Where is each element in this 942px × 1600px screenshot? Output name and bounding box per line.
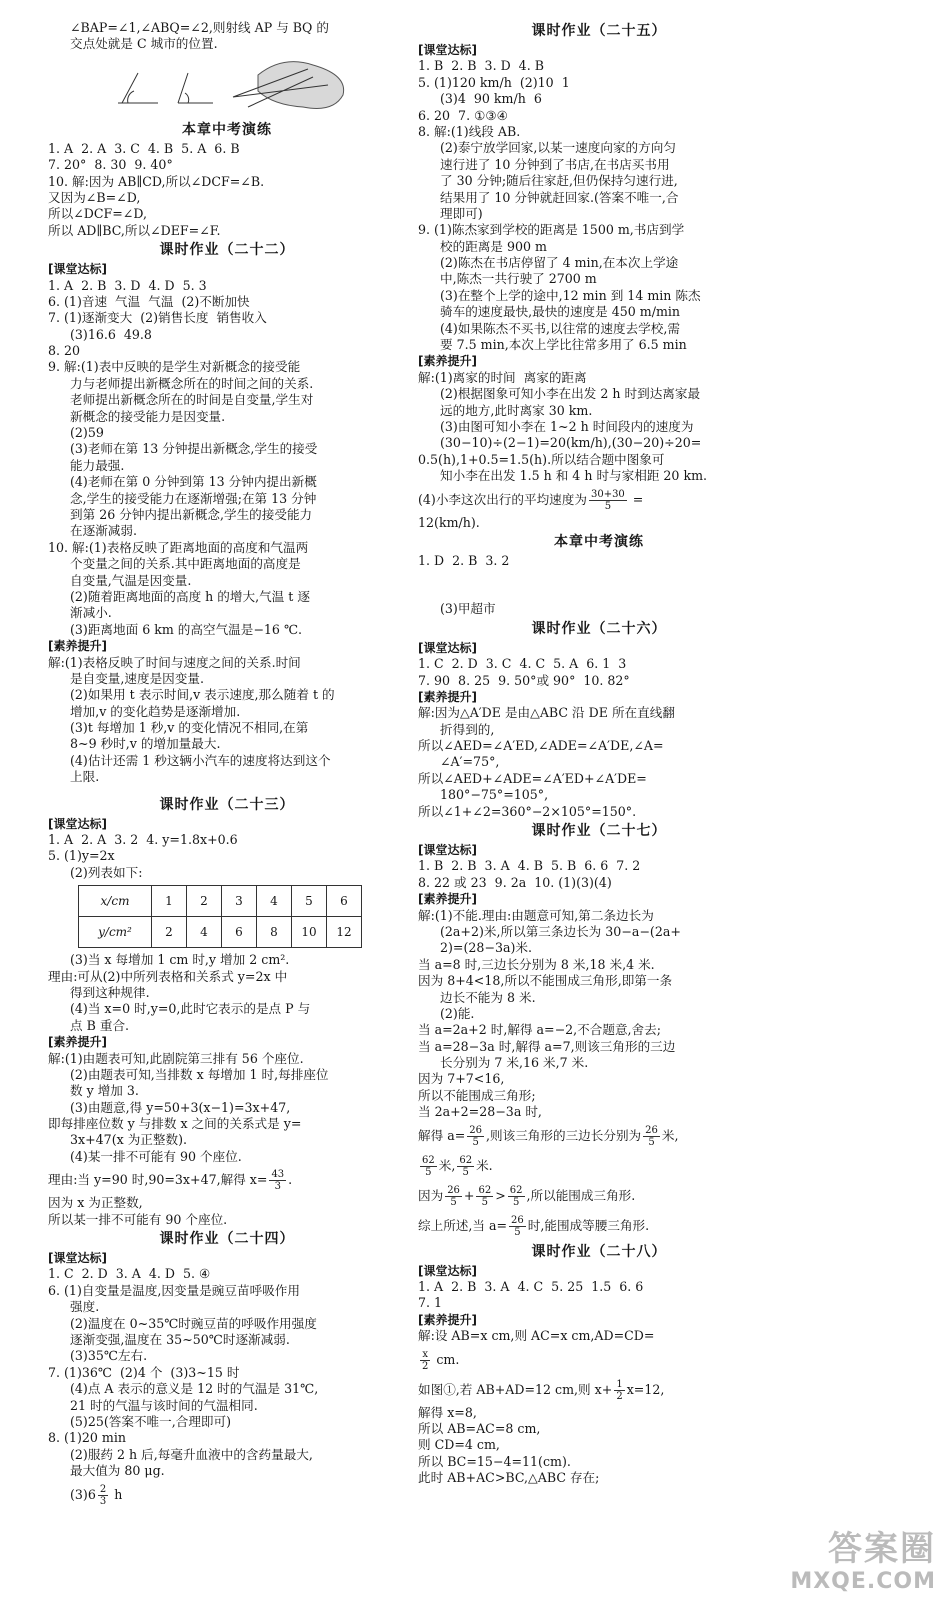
answer-line: 所以 BC=15−4=11(cm). bbox=[418, 1453, 571, 1469]
answer-line: 1. A 2. A 3. C 4. B 5. A 6. B bbox=[48, 140, 240, 156]
answer-line: 边长不能为 8 米. bbox=[440, 989, 536, 1005]
answer-line: 1. C 2. D 3. C 4. C 5. A 6. 1 3 bbox=[418, 656, 627, 672]
answer-line: 当 a=8 时,三边长分别为 8 米,18 米,4 米. bbox=[418, 956, 655, 972]
text: cm. bbox=[432, 1351, 460, 1367]
answer-line: 2)=(28−3a)米. bbox=[440, 940, 532, 956]
answer-line: 所以∠AED=∠A′ED,∠ADE=∠A′DE,∠A= bbox=[418, 738, 664, 754]
answer-line: (5)25(答案不唯一,合理即可) bbox=[70, 1413, 232, 1429]
watermark-url: MXQE.COM bbox=[790, 1569, 936, 1594]
answer-line: (3)距离地面 6 km 的高空气温是−16 ℃. bbox=[70, 621, 303, 637]
answer-line: 解:设 AB=x cm,则 AC=x cm,AD=CD= bbox=[418, 1328, 655, 1344]
table-cell: 6 bbox=[327, 886, 362, 917]
denominator: 5 bbox=[472, 1136, 479, 1148]
answer-line: (3)4 90 km/h 6 bbox=[440, 91, 542, 107]
label-improve: [素养提升] bbox=[418, 689, 477, 704]
text: 如图①,若 AB+AD=12 cm,则 x+ bbox=[418, 1381, 613, 1397]
answer-line: 解:因为△A′DE 是由△ABC 沿 DE 所在直线翻 bbox=[418, 705, 675, 721]
table-cell: 1 bbox=[152, 886, 187, 917]
numerator: 1 bbox=[616, 1378, 623, 1390]
table-cell: 2 bbox=[187, 886, 222, 917]
denominator: 5 bbox=[462, 1166, 469, 1178]
denominator: 2 bbox=[422, 1360, 429, 1372]
denominator: 5 bbox=[514, 1226, 521, 1238]
answer-line: 6. (1)自变量是温度,因变量是豌豆苗呼吸作用 bbox=[48, 1282, 300, 1298]
answer-line: 是自变量,速度是因变量. bbox=[70, 670, 204, 686]
answer-block bbox=[48, 278, 406, 639]
text: 理由:当 y=90 时,90=3x+47,解得 x= bbox=[48, 1172, 268, 1188]
answer-line: 校的距离是 900 m bbox=[440, 238, 547, 254]
answer-line bbox=[418, 1121, 780, 1151]
answer-line: 长分别为 7 米,16 米,7 米. bbox=[440, 1055, 589, 1071]
answer-line: 当 a=28−3a 时,解得 a=7,则该三角形的三边 bbox=[418, 1038, 676, 1054]
fraction bbox=[445, 1185, 462, 1208]
denominator: 2 bbox=[616, 1390, 623, 1402]
numerator: x bbox=[420, 1349, 430, 1361]
answer-line: 老师提出新概念所在的时间是自变量,学生对 bbox=[70, 392, 314, 408]
answer-line: 所以 AD∥BC,所以∠DEF=∠F. bbox=[48, 222, 221, 238]
answer-line: (3)当 x 每增加 1 cm 时,y 增加 2 cm². bbox=[70, 952, 290, 968]
xy-table bbox=[78, 885, 362, 948]
answer-line: 7. 20° 8. 30 9. 40° bbox=[48, 157, 173, 173]
table-cell: 8 bbox=[257, 917, 292, 948]
section-title-hw26: 课时作业（二十六） bbox=[531, 620, 667, 637]
answer-line: 到第 26 分钟内提出新概念,学生的接受能力 bbox=[70, 506, 313, 522]
numerator: 62 bbox=[509, 1184, 523, 1196]
denominator: 5 bbox=[481, 1196, 489, 1208]
answer-line: (2)温度在 0~35℃时豌豆苗的呼吸作用强度 bbox=[70, 1315, 317, 1331]
answer-line: (2)服药 2 h 后,每毫升血液中的含药量最大, bbox=[70, 1446, 313, 1462]
answer-block bbox=[418, 858, 780, 891]
table-cell: 10 bbox=[292, 917, 327, 948]
answer-line: 3x+47(x 为正整数). bbox=[70, 1132, 188, 1148]
answer-line: (2)如果用 t 表示时间,v 表示速度,那么随着 t 的 bbox=[70, 687, 335, 703]
denominator: 3 bbox=[274, 1181, 281, 1193]
answer-line: 增加,v 的变化趋势是逐渐增加. bbox=[70, 703, 241, 719]
answer-line: 1. D 2. B 3. 2 bbox=[418, 552, 510, 568]
answer-line: 8. 22 或 23 9. 2a 10. (1)(3)(4) bbox=[418, 874, 612, 890]
answer-line: 此时 AB+AC>BC,△ABC 存在; bbox=[418, 1470, 600, 1486]
fraction bbox=[643, 1125, 660, 1148]
answer-line: (3)老师在第 13 分钟提出新概念,学生的接受 bbox=[70, 441, 318, 457]
sketch-figures bbox=[108, 55, 368, 113]
answer-block bbox=[48, 141, 406, 239]
table-cell: 5 bbox=[292, 886, 327, 917]
answer-line: 所以 AB=AC=8 cm, bbox=[418, 1421, 541, 1436]
answer-line: (3)甲超市 bbox=[440, 601, 496, 617]
text: 因为 bbox=[418, 1187, 444, 1203]
answer-block bbox=[48, 1195, 406, 1228]
answer-block bbox=[418, 601, 780, 617]
answer-line: 5. (1)120 km/h (2)10 1 bbox=[418, 74, 570, 90]
answer-line: (4)如果陈杰不买书,以往常的速度去学校,需 bbox=[440, 320, 680, 336]
fraction bbox=[589, 489, 627, 512]
label-classroom: [课堂达标] bbox=[48, 1251, 107, 1266]
table-cell: 3 bbox=[222, 886, 257, 917]
answer-line: 数 y 增加 3. bbox=[70, 1083, 139, 1099]
fraction bbox=[420, 1155, 437, 1178]
left-column bbox=[48, 20, 406, 1510]
text: ,所以能围成三角形. bbox=[526, 1187, 636, 1203]
answer-line: 因为 x 为正整数, bbox=[48, 1195, 143, 1211]
answer-line: 念,学生的接受能力在逐渐增强;在第 13 分钟 bbox=[70, 490, 317, 506]
answer-block bbox=[48, 20, 406, 53]
table-cell: 4 bbox=[257, 886, 292, 917]
watermark-logo bbox=[790, 1529, 936, 1594]
answer-line: 得到这种规律. bbox=[70, 984, 150, 1000]
answer-line bbox=[418, 1151, 780, 1181]
right-column bbox=[418, 20, 780, 1487]
table-cell: 12 bbox=[327, 917, 362, 948]
answer-line: 8. 20 bbox=[48, 343, 81, 359]
label-improve: [素养提升] bbox=[418, 1312, 477, 1327]
answer-line: 180°−75°=105°, bbox=[440, 787, 549, 803]
answer-line: 中,陈杰一共行驶了 2700 m bbox=[440, 271, 597, 287]
text: x=12, bbox=[626, 1381, 665, 1397]
answer-line: 逐渐变强,温度在 35~50℃时逐渐减弱. bbox=[70, 1332, 290, 1347]
answer-block bbox=[48, 1051, 406, 1166]
answer-line: 即每排座位数 y 与排数 x 之间的关系式是 y= bbox=[48, 1116, 302, 1132]
answer-line: 9. (1)陈杰家到学校的距离是 1500 m,书店到学 bbox=[418, 222, 685, 238]
text: 米. bbox=[476, 1157, 493, 1173]
section-title-zhongkao-2: 本章中考演练 bbox=[554, 533, 644, 550]
answer-line: (3)35℃左右. bbox=[70, 1348, 148, 1364]
answer-line: 骑车的速度最快,最快的速度是 450 m/min bbox=[440, 304, 681, 320]
table-row bbox=[79, 917, 362, 948]
text: 米, bbox=[661, 1127, 679, 1143]
answer-line: 折得到的, bbox=[440, 721, 495, 737]
answer-line: 0.5(h),1+0.5=1.5(h).所以结合题中图象可 bbox=[418, 451, 665, 467]
answer-line: 所以不能围成三角形; bbox=[418, 1087, 536, 1103]
answer-line: 9. 解:(1)表中反映的是学生对新概念的接受能 bbox=[48, 359, 301, 375]
answer-line: 所以∠DCF=∠D, bbox=[48, 206, 147, 222]
answer-line: (4)老师在第 0 分钟到第 13 分钟内提出新概 bbox=[70, 474, 317, 490]
geometry-sketch bbox=[48, 55, 406, 115]
label-classroom: [课堂达标] bbox=[418, 640, 477, 655]
answer-block bbox=[418, 705, 780, 820]
label-classroom: [课堂达标] bbox=[418, 843, 477, 858]
answer-line: (3)由题意,得 y=50+3(x−1)=3x+47, bbox=[70, 1099, 291, 1115]
answer-line: (4)某一排不可能有 90 个座位. bbox=[70, 1148, 242, 1164]
answer-line: 在逐渐减弱. bbox=[70, 523, 137, 539]
answer-line: 解:(1)不能.理由:由题意可知,第二条边长为 bbox=[418, 907, 654, 923]
answer-line: (4)当 x=0 时,y=0,此时它表示的是点 P 与 bbox=[70, 1001, 311, 1017]
text: > bbox=[495, 1187, 506, 1203]
section-title-hw24: 课时作业（二十四） bbox=[159, 1231, 295, 1248]
answer-line: 知小李在出发 1.5 h 和 4 h 时与家相距 20 km. bbox=[440, 468, 708, 484]
answer-line: 上限. bbox=[70, 769, 100, 785]
answer-line: 7. 90 8. 25 9. 50°或 90° 10. 82° bbox=[418, 672, 630, 688]
text: 解得 a= bbox=[418, 1127, 466, 1143]
answer-line: 所以某一排不可能有 90 个座位. bbox=[48, 1211, 228, 1227]
answer-line: 6. 20 7. ①③④ bbox=[418, 107, 508, 123]
answer-line: 了 30 分钟;随后往家赶,但仍保持匀速行进, bbox=[440, 173, 678, 189]
answer-line: ∠BAP=∠1,∠ABQ=∠2,则射线 AP 与 BQ 的 bbox=[70, 20, 329, 35]
denominator: 5 bbox=[648, 1136, 655, 1148]
answer-line bbox=[418, 1375, 780, 1405]
fraction bbox=[98, 1484, 108, 1507]
text: (4)小李这次出行的平均速度为 bbox=[418, 491, 587, 507]
answer-line: (2a+2)米,所以第三条边长为 30−a−(2a+ bbox=[440, 923, 681, 939]
answer-line: 5. (1)y=2x bbox=[48, 848, 115, 864]
answer-line: 则 CD=4 cm, bbox=[418, 1437, 500, 1453]
numerator: 26 bbox=[469, 1124, 482, 1136]
answer-line: 交点处就是 C 城市的位置. bbox=[70, 36, 218, 52]
section-title-hw27: 课时作业（二十七） bbox=[531, 823, 667, 840]
answer-line: 结果用了 10 分钟就赶回家.(答案不唯一,合 bbox=[440, 189, 679, 205]
answer-line: 理即可) bbox=[440, 205, 483, 221]
answer-line: 1. C 2. D 3. A 4. D 5. ④ bbox=[48, 1266, 211, 1282]
answer-line: 理由:可从(2)中所列表格和关系式 y=2x 中 bbox=[48, 968, 288, 984]
numerator: 2 bbox=[99, 1483, 107, 1495]
table-cell: 4 bbox=[187, 917, 222, 948]
answer-line: (2)由题表可知,当排数 x 每增加 1 时,每排座位 bbox=[70, 1066, 329, 1082]
answer-block bbox=[48, 1266, 406, 1479]
label-improve: [素养提升] bbox=[418, 354, 477, 369]
answer-line: 8~9 秒时,v 的增加量最大. bbox=[70, 736, 221, 752]
answer-line bbox=[418, 1181, 780, 1211]
denominator: 5 bbox=[425, 1166, 432, 1178]
text: + bbox=[463, 1187, 475, 1203]
answer-line: 强度. bbox=[70, 1299, 100, 1315]
answer-line: 当 2a+2=28−3a 时, bbox=[418, 1104, 542, 1120]
answer-line: 又因为∠B=∠D, bbox=[48, 189, 141, 205]
answer-line: 渐减小. bbox=[70, 605, 112, 621]
answer-line: 8. 解:(1)线段 AB. bbox=[418, 123, 521, 139]
answer-line: (3)在整个上学的途中,12 min 到 14 min 陈杰 bbox=[440, 287, 701, 303]
answer-line: 因为 7+7<16, bbox=[418, 1071, 505, 1087]
answer-line: 点 B 重合. bbox=[70, 1017, 130, 1033]
answer-line: (3)16.6 49.8 bbox=[70, 326, 152, 342]
answer-line: 解:(1)由题表可知,此剧院第三排有 56 个座位. bbox=[48, 1050, 304, 1066]
answer-line: 当 a=2a+2 时,解得 a=−2,不合题意,舍去; bbox=[418, 1022, 661, 1038]
answer-line bbox=[418, 1345, 780, 1375]
answer-line: ∠A′=75°, bbox=[440, 754, 500, 770]
answer-line: (30−10)÷(2−1)=20(km/h),(30−20)÷20= bbox=[440, 435, 702, 451]
text: (3)6 bbox=[70, 1486, 96, 1502]
denominator: 5 bbox=[512, 1196, 520, 1208]
label-classroom: [课堂达标] bbox=[418, 43, 477, 57]
answer-line bbox=[418, 485, 780, 515]
answer-line: (3)t 每增加 1 秒,v 的变化情况不相同,在第 bbox=[70, 720, 309, 736]
answer-line: 能力最强. bbox=[70, 457, 125, 473]
label-classroom: [课堂达标] bbox=[418, 1263, 477, 1278]
answer-line: 所以∠1+∠2=360°−2×105°=150°. bbox=[418, 803, 637, 819]
table-header: y/cm² bbox=[79, 917, 152, 948]
text: 时,能围成等腰三角形. bbox=[527, 1217, 650, 1233]
section-title-hw25: 课时作业（二十五） bbox=[531, 23, 667, 39]
label-improve: [素养提升] bbox=[48, 1035, 107, 1050]
answer-line: (2)陈杰在书店停留了 4 min,在本次上学途 bbox=[440, 255, 679, 271]
text: 综上所述,当 a= bbox=[418, 1217, 508, 1233]
numerator: 26 bbox=[447, 1184, 460, 1196]
answer-line: 1. A 2. B 3. D 4. D 5. 3 bbox=[48, 277, 207, 293]
answer-line: 自变量,气温是因变量. bbox=[70, 572, 192, 588]
denominator: 5 bbox=[604, 500, 612, 512]
answer-line: 解得 x=8, bbox=[418, 1404, 477, 1420]
answer-line bbox=[418, 569, 780, 601]
answer-line: (2)泰宁放学回家,以某一速度向家的方向匀 bbox=[440, 140, 676, 156]
answer-line: (2)能. bbox=[440, 1005, 475, 1021]
fraction bbox=[508, 1185, 525, 1208]
text: = bbox=[628, 491, 644, 507]
answer-line: (4)点 A 表示的意义是 12 时的气温是 31℃, bbox=[70, 1381, 319, 1397]
numerator: 26 bbox=[645, 1124, 658, 1136]
answer-line: 远的地方,此时离家 30 km. bbox=[440, 402, 593, 418]
section-title-hw23: 课时作业（二十三） bbox=[159, 796, 295, 813]
numerator: 43 bbox=[271, 1169, 285, 1181]
answer-line: 1. A 2. A 3. 2 4. y=1.8x+0.6 bbox=[48, 832, 238, 848]
answer-line: 解:(1)离家的时间 离家的距离 bbox=[418, 369, 587, 385]
label-improve: [素养提升] bbox=[418, 892, 477, 907]
answer-block bbox=[48, 952, 406, 1034]
numerator: 62 bbox=[478, 1184, 492, 1196]
fraction bbox=[457, 1155, 474, 1178]
text: h bbox=[110, 1486, 123, 1502]
fraction bbox=[614, 1379, 624, 1402]
answer-line: 解:(1)表格反映了时间与速度之间的关系.时间 bbox=[48, 654, 301, 670]
answer-line: 21 时的气温与该时间的气温相同. bbox=[70, 1397, 258, 1413]
answer-line: (3)由图可知小李在 1~2 h 时间段内的速度为 bbox=[440, 418, 694, 434]
numerator: 62 bbox=[459, 1154, 473, 1166]
answer-line: 新概念的接受能力是因变量. bbox=[70, 408, 226, 424]
answer-line: (2)59 bbox=[70, 425, 104, 441]
answer-block bbox=[418, 1405, 780, 1487]
numerator: 62 bbox=[422, 1154, 435, 1166]
table-header: x/cm bbox=[79, 886, 152, 917]
denominator: 5 bbox=[450, 1196, 457, 1208]
answer-line: 10. 解:因为 AB∥CD,所以∠DCF=∠B. bbox=[48, 173, 265, 189]
answer-block bbox=[418, 58, 780, 353]
fraction bbox=[467, 1125, 484, 1148]
answer-line: 所以∠AED+∠ADE=∠A′ED+∠A′DE= bbox=[418, 770, 647, 786]
answer-block bbox=[48, 832, 406, 881]
answer-line: 7. (1)逐渐变大 (2)销售长度 销售收入 bbox=[48, 310, 267, 326]
answer-line: 7. 1 bbox=[418, 1295, 443, 1311]
answer-line: (2)根据图象可知小李在出发 2 h 时到达离家最 bbox=[440, 386, 701, 402]
section-title-hw28: 课时作业（二十八） bbox=[531, 1243, 667, 1260]
answer-line: (2)随着距离地面的高度 h 的增大,气温 t 逐 bbox=[70, 588, 310, 604]
answer-line: 12(km/h). bbox=[418, 514, 480, 530]
answer-line: 7. (1)36℃ (2)4 个 (3)3~15 时 bbox=[48, 1364, 240, 1380]
answer-line: 最大值为 80 μg. bbox=[70, 1463, 165, 1479]
answer-block bbox=[418, 370, 780, 485]
answer-block bbox=[418, 656, 780, 689]
answer-line bbox=[48, 1480, 406, 1510]
table-cell: 2 bbox=[152, 917, 187, 948]
text: 米, bbox=[438, 1157, 456, 1173]
answer-line bbox=[418, 1211, 780, 1241]
text: ,则该三角形的三边长分别为 bbox=[486, 1127, 642, 1143]
answer-line: (4)估计还需 1 秒这辆小汽车的速度将达到这个 bbox=[70, 752, 331, 768]
label-classroom: [课堂达标] bbox=[48, 816, 107, 831]
answer-block bbox=[48, 655, 406, 786]
numerator: 26 bbox=[511, 1214, 524, 1226]
answer-line: 要 7.5 min,本次上学比往常多用了 6.5 min bbox=[440, 337, 687, 353]
fraction bbox=[476, 1185, 493, 1208]
answer-block bbox=[418, 553, 780, 569]
answer-block bbox=[418, 1279, 780, 1312]
answer-line: 1. A 2. B 3. A 4. C 5. 25 1.5 6. 6 bbox=[418, 1279, 644, 1295]
answer-line: 理由:当 y=90 时,90=3x+47,解得 x= $\frac{43}{3}$ . bbox=[48, 1169, 293, 1193]
answer-line: 1. B 2. B 3. A 4. B 5. B 6. 6 7. 2 bbox=[418, 858, 641, 874]
answer-line: 10. 解:(1)表格反映了距离地面的高度和气温两 bbox=[48, 539, 309, 555]
table-row bbox=[79, 886, 362, 917]
answer-line: 个变量之间的关系.其中距离地面的高度是 bbox=[70, 556, 301, 572]
answer-line: 速行进了 10 分钟到了书店,在书店买书用 bbox=[440, 156, 670, 172]
numerator: 30+30 bbox=[590, 488, 625, 500]
answer-line: 力与老师提出新概念所在的时间之间的关系. bbox=[70, 375, 314, 391]
section-title-hw22: 课时作业（二十二） bbox=[159, 242, 295, 259]
fraction bbox=[509, 1215, 526, 1238]
table-cell: 6 bbox=[222, 917, 257, 948]
answer-line: 6. (1)音速 气温 气温 (2)不断加快 bbox=[48, 293, 250, 309]
answer-block bbox=[418, 908, 780, 1121]
watermark-text: 答案圈 bbox=[828, 1529, 936, 1569]
answer-line: 1. B 2. B 3. D 4. B bbox=[418, 58, 544, 74]
fraction bbox=[269, 1169, 286, 1192]
label-classroom: [课堂达标] bbox=[48, 262, 107, 277]
section-title-zhongkao-1: 本章中考演练 bbox=[182, 121, 272, 138]
denominator: 3 bbox=[99, 1495, 107, 1507]
answer-line: 8. (1)20 min bbox=[48, 1430, 126, 1446]
answer-line: (2)列表如下: bbox=[70, 864, 143, 880]
fraction bbox=[420, 1349, 430, 1372]
label-improve: [素养提升] bbox=[48, 639, 107, 654]
answer-line: 因为 8+4<18,所以不能围成三角形,即第一条 bbox=[418, 973, 673, 989]
